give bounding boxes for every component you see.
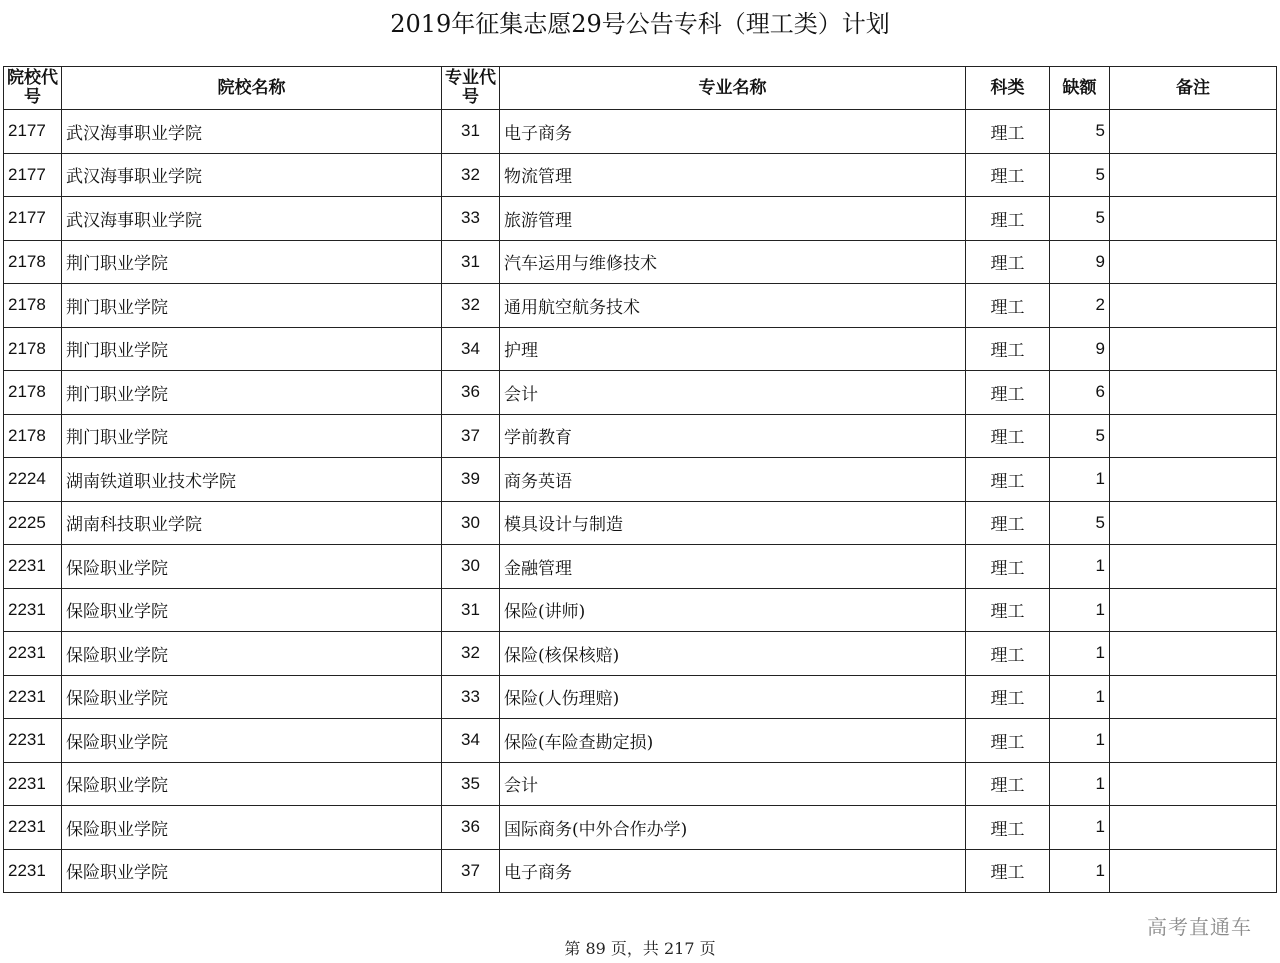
cell-quota: 1 [1050,849,1110,893]
enrollment-plan-table [3,66,1277,893]
cell-major-name: 模具设计与制造 [500,501,966,545]
cell-school-code: 2178 [4,240,62,284]
cell-school-code: 2177 [4,153,62,197]
cell-school-name: 荆门职业学院 [62,240,442,284]
cell-school-name: 荆门职业学院 [62,414,442,458]
cell-quota: 1 [1050,675,1110,719]
cell-major-code: 31 [442,110,500,154]
cell-school-code: 2224 [4,458,62,502]
cell-category: 理工 [966,240,1050,284]
table-row [4,719,1277,763]
cell-major-code: 30 [442,501,500,545]
cell-major-name: 会计 [500,762,966,806]
cell-major-code: 31 [442,588,500,632]
cell-major-code: 36 [442,806,500,850]
cell-major-name: 物流管理 [500,153,966,197]
cell-major-name: 保险(车险查勘定损) [500,719,966,763]
cell-category: 理工 [966,501,1050,545]
cell-quota: 2 [1050,284,1110,328]
cell-school-name: 荆门职业学院 [62,371,442,415]
cell-school-name: 荆门职业学院 [62,327,442,371]
cell-major-code: 35 [442,762,500,806]
table-row [4,762,1277,806]
cell-school-name: 保险职业学院 [62,675,442,719]
cell-school-code: 2178 [4,414,62,458]
cell-category: 理工 [966,545,1050,589]
cell-school-code: 2231 [4,806,62,850]
header-note: 备注 [1110,67,1277,110]
cell-school-code: 2225 [4,501,62,545]
cell-school-name: 保险职业学院 [62,588,442,632]
cell-note [1110,762,1277,806]
cell-major-name: 护理 [500,327,966,371]
header-major-code: 专业代号 [442,67,500,110]
cell-category: 理工 [966,849,1050,893]
cell-major-code: 36 [442,371,500,415]
cell-quota: 1 [1050,458,1110,502]
cell-category: 理工 [966,762,1050,806]
cell-major-name: 保险(核保核赔) [500,632,966,676]
table-row [4,806,1277,850]
cell-school-code: 2178 [4,327,62,371]
cell-major-name: 旅游管理 [500,197,966,241]
cell-school-code: 2231 [4,632,62,676]
cell-school-code: 2177 [4,110,62,154]
cell-quota: 9 [1050,240,1110,284]
cell-school-code: 2231 [4,675,62,719]
cell-quota: 5 [1050,110,1110,154]
cell-category: 理工 [966,153,1050,197]
table-row [4,458,1277,502]
cell-category: 理工 [966,414,1050,458]
cell-quota: 5 [1050,501,1110,545]
cell-school-name: 荆门职业学院 [62,284,442,328]
cell-category: 理工 [966,719,1050,763]
cell-major-name: 通用航空航务技术 [500,284,966,328]
cell-school-name: 武汉海事职业学院 [62,153,442,197]
cell-category: 理工 [966,327,1050,371]
cell-school-name: 湖南铁道职业技术学院 [62,458,442,502]
cell-quota: 1 [1050,588,1110,632]
cell-school-code: 2231 [4,545,62,589]
table-row [4,588,1277,632]
cell-major-name: 学前教育 [500,414,966,458]
table-row [4,501,1277,545]
table-row [4,675,1277,719]
cell-major-name: 会计 [500,371,966,415]
cell-major-name: 汽车运用与维修技术 [500,240,966,284]
cell-note [1110,806,1277,850]
cell-major-code: 39 [442,458,500,502]
cell-major-name: 商务英语 [500,458,966,502]
cell-note [1110,675,1277,719]
cell-category: 理工 [966,371,1050,415]
header-major-name: 专业名称 [500,67,966,110]
cell-school-name: 武汉海事职业学院 [62,110,442,154]
table-row [4,632,1277,676]
cell-quota: 1 [1050,806,1110,850]
cell-major-code: 34 [442,719,500,763]
cell-school-name: 保险职业学院 [62,849,442,893]
cell-major-name: 保险(讲师) [500,588,966,632]
cell-note [1110,414,1277,458]
cell-category: 理工 [966,458,1050,502]
cell-quota: 6 [1050,371,1110,415]
cell-category: 理工 [966,588,1050,632]
cell-note [1110,632,1277,676]
header-school-code: 院校代号 [4,67,62,110]
table-row [4,197,1277,241]
table-row [4,414,1277,458]
header-school-name: 院校名称 [62,67,442,110]
cell-major-code: 37 [442,414,500,458]
cell-category: 理工 [966,284,1050,328]
page-footer: 第 89 页，共 217 页 [564,939,716,958]
cell-major-code: 33 [442,675,500,719]
cell-school-code: 2177 [4,197,62,241]
table-row [4,545,1277,589]
cell-school-code: 2178 [4,284,62,328]
cell-major-name: 保险(人伤理赔) [500,675,966,719]
cell-school-name: 保险职业学院 [62,545,442,589]
cell-major-code: 31 [442,240,500,284]
cell-school-name: 保险职业学院 [62,632,442,676]
cell-note [1110,458,1277,502]
table-header-row [4,67,1277,110]
cell-note [1110,719,1277,763]
cell-quota: 1 [1050,632,1110,676]
cell-school-name: 武汉海事职业学院 [62,197,442,241]
cell-quota: 5 [1050,414,1110,458]
cell-quota: 1 [1050,719,1110,763]
cell-major-name: 电子商务 [500,849,966,893]
cell-school-name: 湖南科技职业学院 [62,501,442,545]
cell-school-code: 2178 [4,371,62,415]
cell-note [1110,588,1277,632]
header-quota: 缺额 [1050,67,1110,110]
cell-major-code: 30 [442,545,500,589]
header-category: 科类 [966,67,1050,110]
cell-major-name: 国际商务(中外合作办学) [500,806,966,850]
table-row [4,240,1277,284]
table-row [4,849,1277,893]
cell-school-name: 保险职业学院 [62,762,442,806]
table-row [4,371,1277,415]
document-title: 2019年征集志愿29号公告专科（理工类）计划 [390,10,890,38]
cell-quota: 1 [1050,762,1110,806]
cell-category: 理工 [966,632,1050,676]
cell-note [1110,110,1277,154]
cell-major-code: 34 [442,327,500,371]
cell-note [1110,197,1277,241]
cell-school-name: 保险职业学院 [62,719,442,763]
cell-note [1110,849,1277,893]
cell-major-code: 32 [442,284,500,328]
cell-note [1110,545,1277,589]
cell-note [1110,327,1277,371]
cell-major-code: 32 [442,632,500,676]
cell-school-name: 保险职业学院 [62,806,442,850]
cell-quota: 5 [1050,153,1110,197]
cell-major-code: 33 [442,197,500,241]
cell-major-name: 金融管理 [500,545,966,589]
cell-major-name: 电子商务 [500,110,966,154]
table-row [4,153,1277,197]
cell-category: 理工 [966,806,1050,850]
cell-note [1110,284,1277,328]
table-body [4,110,1277,893]
cell-note [1110,371,1277,415]
cell-note [1110,153,1277,197]
cell-school-code: 2231 [4,849,62,893]
cell-category: 理工 [966,110,1050,154]
cell-category: 理工 [966,197,1050,241]
cell-quota: 1 [1050,545,1110,589]
table-row [4,327,1277,371]
cell-major-code: 37 [442,849,500,893]
cell-category: 理工 [966,675,1050,719]
cell-quota: 9 [1050,327,1110,371]
cell-school-code: 2231 [4,762,62,806]
cell-major-code: 32 [442,153,500,197]
cell-note [1110,501,1277,545]
watermark-text: 高考直通车 [1147,915,1252,939]
cell-quota: 5 [1050,197,1110,241]
cell-school-code: 2231 [4,588,62,632]
cell-note [1110,240,1277,284]
table-row [4,110,1277,154]
table-row [4,284,1277,328]
cell-school-code: 2231 [4,719,62,763]
